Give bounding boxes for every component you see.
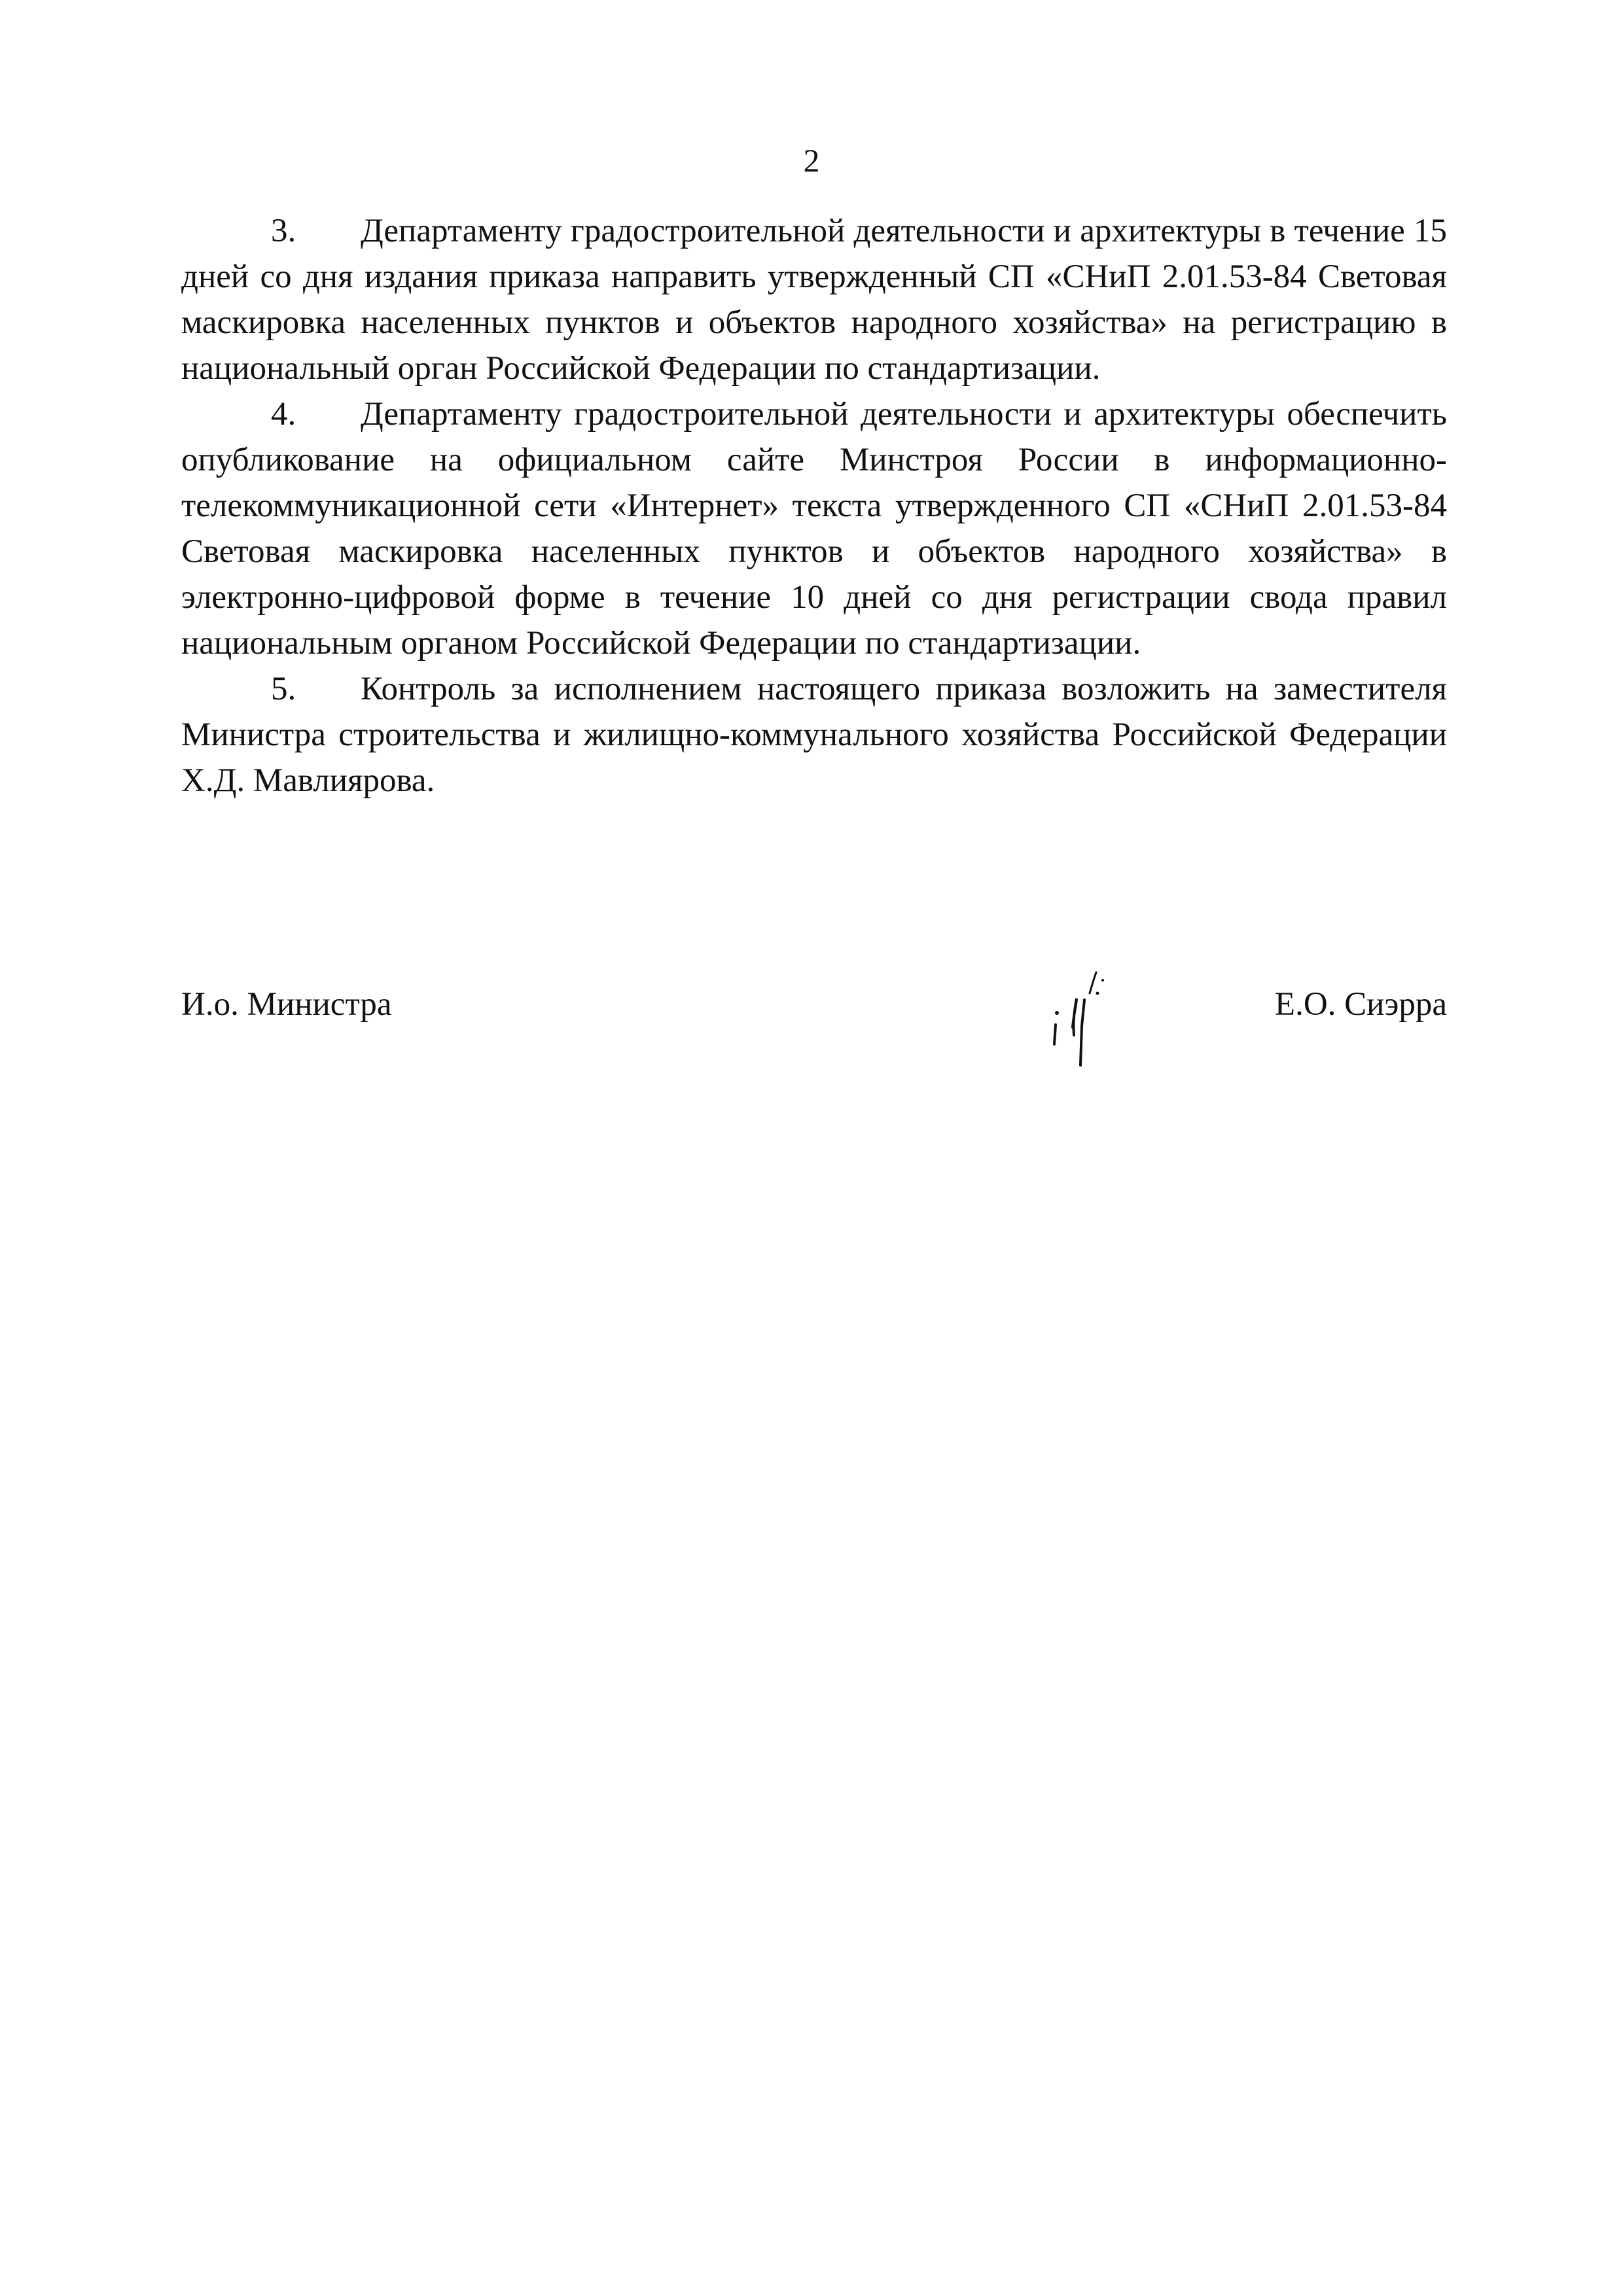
paragraph-3 [181,208,1447,391]
paragraph-4 [181,391,1447,666]
page-number: 2 [803,142,820,179]
signatory-name: Е.О. Сиэрра [1274,986,1447,1023]
signatory-title: И.о. Министра [181,986,392,1023]
paragraph-5 [181,666,1447,804]
paragraph-number: 3. [271,213,296,249]
handwritten-signature [1044,967,1135,1085]
paragraph-number: 4. [271,396,296,433]
paragraph-text: Департаменту градостроительной деятельности и архитектуры в течение 15 дней со дня издания приказа направить утвержденный СП «СНиП 2.01.53-84 Световая маскировка населенных пунктов и объектов народного хозяйства» на регистрацию в национальный орган Российской Федерации по стандартизации. [181,213,1447,387]
paragraph-text: Департаменту градостроительной деятельности и архитектуры обеспечить опубликование на официальном сайте Минстроя России в информационно-телекоммуникационной сети «Интернет» текста утвержденного СП «СНиП 2.01.53-84 Световая маскировка населенных пунктов и объектов народного хозяйства» в электронно-цифровой форме в течение 10 дней со дня регистрации свода правил национальным органом Российской Федерации по стандартизации. [181,396,1447,662]
paragraph-number: 5. [271,671,296,707]
signature-block [181,981,1447,1112]
document-body [181,208,1447,804]
paragraph-text: Контроль за исполнением настоящего приказа возложить на заместителя Министра строительства и жилищно-коммунального хозяйства Российской Федерации Х.Д. Мавлиярова. [181,671,1447,799]
